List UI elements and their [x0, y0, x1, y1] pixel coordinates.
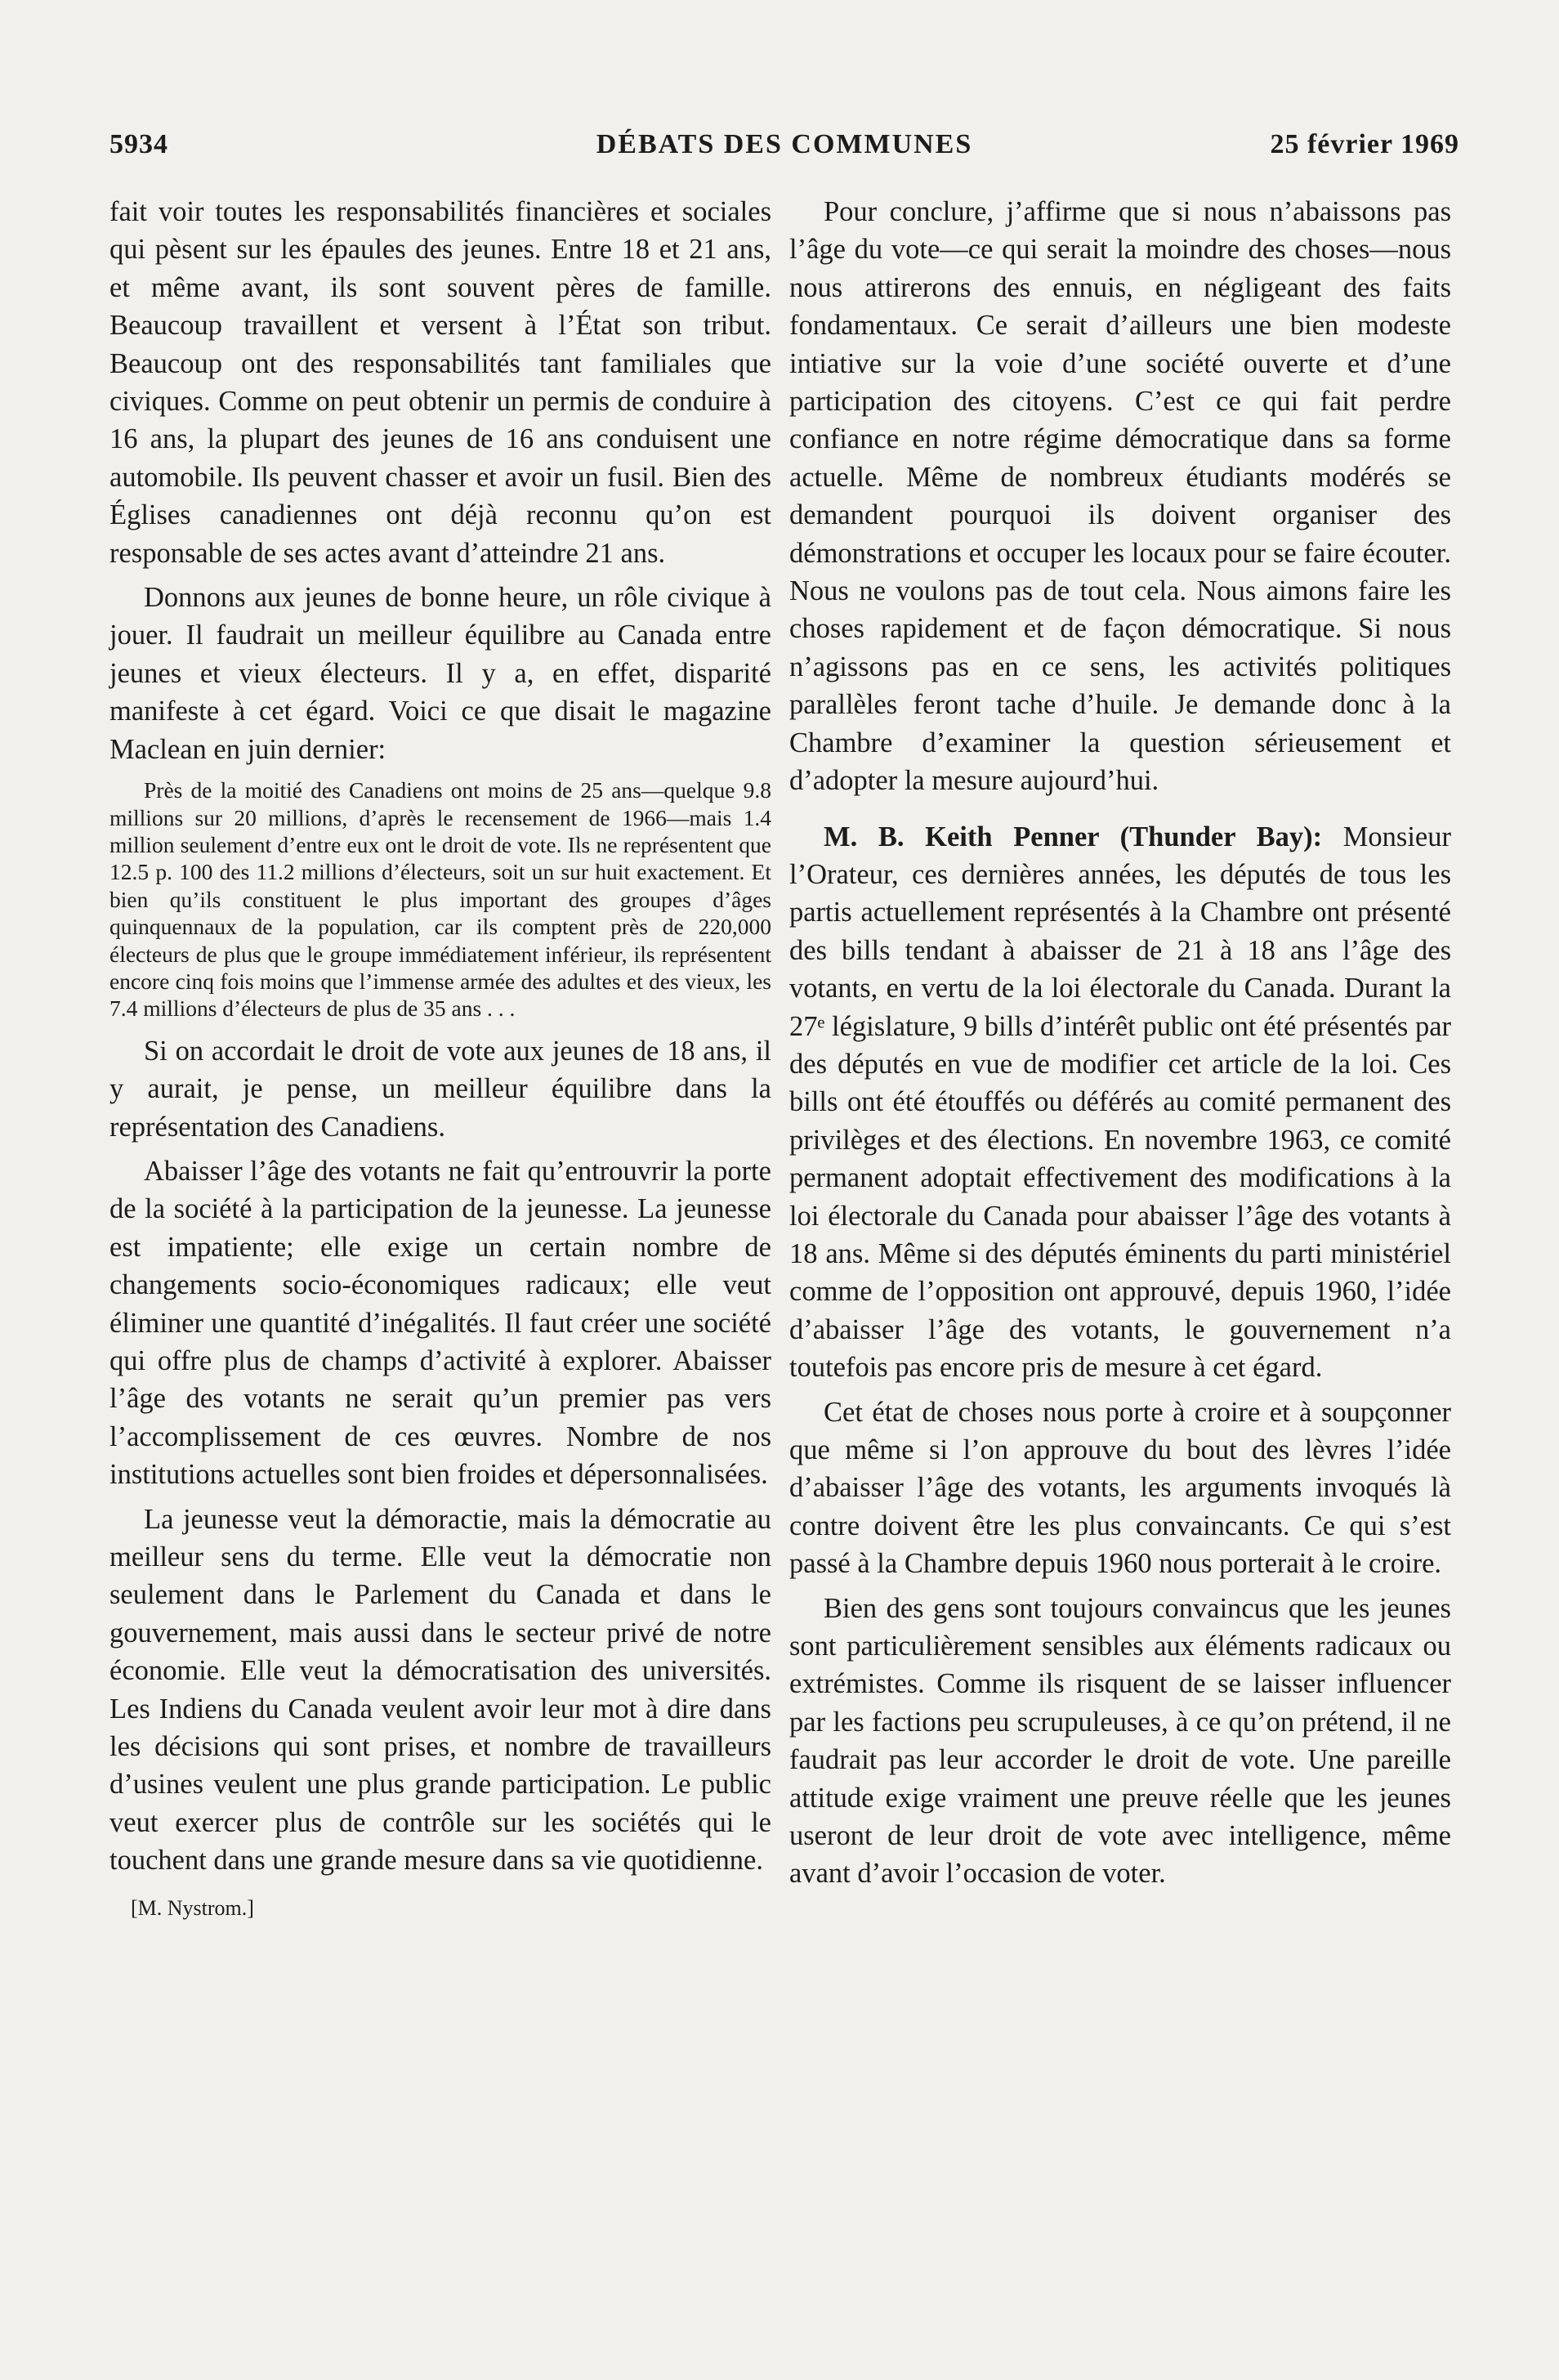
paragraph: Pour conclure, j’affirme que si nous n’abaissons pas l’âge du vote—ce qui serait la moindre des choses—nous nous attirerons des ennuis, en négligeant des faits fondamentaux. Ce serait d’ailleurs une bien modeste intiative sur la voie d’une société ouverte et d’une participation des citoyens. C’est ce qui fait perdre confiance en notre régime démocratique dans sa forme actuelle. Même de nombreux étudiants modérés se demandent pourquoi ils doivent organiser des démonstrations et occuper les locaux pour se faire écouter. Nous ne voulons pas de tout cela. Nous aimons faire les choses rapidement et de façon démocratique. Si nous n’agissons pas en ce sens, les activités politiques parallèles feront tache d’huile. Je demande donc à la Chambre d’examiner la question sérieusement et d’adopter la mesure aujourd’hui.	[789, 196, 1451, 797]
block-quote: Près de la moitié des Canadiens ont moins de 25 ans—quelque 9.8 millions sur 20 millions, d’après le recensement de 1966—mais 1.4 million seulement d’entre eux ont le droit de vote. Ils ne représentent que 12.5 p. 100 des 11.2 millions d’électeurs, soit un sur huit exactement. Et bien qu’ils constituent le plus important des groupes d’âges quinquennaux de la population, car ils comptent près de 220,000 électeurs de plus que le groupe immédiatement inférieur, ils représentent encore cinq fois moins que l’immense armée des adultes et des vieux, les 7.4 millions d’électeurs de plus de 35 ans . . .	[109, 777, 771, 1022]
paragraph: Cet état de choses nous porte à croire et à soupçonner que même si l’on approuve du bout des lèvres l’idée d’abaisser l’âge des votants, les arguments invoqués là contre doivent être les plus convaincants. Ce qui s’est passé à la Chambre depuis 1960 nous porterait à le croire.	[789, 1396, 1451, 1580]
paragraph: Donnons aux jeunes de bonne heure, un rôle civique à jouer. Il faudrait un meilleur équilibre au Canada entre jeunes et vieux électeurs. Il y a, en effet, disparité manifeste à cet égard. Voici ce que disait le magazine Maclean en juin dernier:	[109, 582, 771, 765]
speaker-attribution: [M. Nystrom.]	[131, 1895, 254, 1920]
speech-text: Monsieur l’Orateur, ces dernières années, les députés de tous les partis actuellement représentés à la Chambre ont présenté des bills tendant à abaisser de 21 à 18 ans l’âge des votants, en vertu de la loi électorale du Canada. Durant la 27ᵉ législature, 9 bills d’intérêt public ont été présentés par des députés en vue de modifier cet article de la loi. Ces bills ont été étouffés ou déférés au comité permanent des privilèges et des élections. En novembre 1963, ce comité permanent adoptait effectivement des modifications à la loi électorale du Canada pour abaisser l’âge des votants à 18 ans. Même si des députés éminents du parti ministériel comme de l’opposition ont approuvé, depuis 1960, l’idée d’abaisser l’âge des votants, le gouvernement n’a toutefois pas encore pris de mesure à cet égard.	[789, 821, 1451, 1384]
page-header	[109, 129, 1459, 170]
speaker-name: M. B. Keith Penner (Thunder Bay):	[824, 821, 1323, 852]
left-column	[109, 193, 771, 1922]
paragraph: fait voir toutes les responsabilités financières et sociales qui pèsent sur les épaules des jeunes. Entre 18 et 21 ans, et même avant, ils sont souvent pères de famille. Beaucoup travaillent et versent à l’État son tribut. Beaucoup ont des responsabilités tant familiales que civiques. Comme on peut obtenir un permis de conduire à 16 ans, la plupart des jeunes de 16 ans conduisent une automobile. Ils peuvent chasser et avoir un fusil. Bien des Églises canadiennes ont déjà reconnu qu’on est responsable de ses actes avant d’atteindre 21 ans.	[109, 196, 771, 569]
session-date: 25 février 1969	[1270, 129, 1459, 159]
paragraph: Abaisser l’âge des votants ne fait qu’entrouvrir la porte de la société à la participation de la jeunesse. La jeunesse est impatiente; elle exige un certain nombre de changements socio-économiques radicaux; elle veut éliminer une quantité d’inégalités. Il faut créer une société qui offre plus de champs d’activité à explorer. Abaisser l’âge des votants ne serait qu’un premier pas vers l’accomplissement de ces œuvres. Nombre de nos institutions actuelles sont bien froides et dépersonnalisées.	[109, 1155, 771, 1491]
paragraph: Bien des gens sont toujours convaincus que les jeunes sont particulièrement sensibles aux éléments radicaux ou extrémistes. Comme ils risquent de se laisser influencer par les factions peu scrupuleuses, à ce qu’on prétend, il ne faudrait pas leur accorder le droit de vote. Une pareille attitude exige vraiment une preuve réelle que les jeunes useront de leur droit de vote avec intelligence, même avant d’avoir l’occasion de voter.	[789, 1592, 1451, 1890]
publication-title: DÉBATS DES COMMUNES	[596, 129, 973, 159]
page-number: 5934	[109, 129, 168, 159]
paragraph: Si on accordait le droit de vote aux jeunes de 18 ans, il y aurait, je pense, un meilleur équilibre dans la représentation des Canadiens.	[109, 1035, 771, 1143]
section-gap	[789, 800, 1451, 818]
right-column	[789, 193, 1451, 1893]
paragraph: La jeunesse veut la démoractie, mais la démocratie au meilleur sens du terme. Elle veut la démocratie non seulement dans le Parlement du Canada et dans le gouvernement, mais aussi dans le secteur privé de notre économie. Elle veut la démocratisation des universités. Les Indiens du Canada veulent avoir leur mot à dire dans les décisions qui sont prises, et nombre de travailleurs d’usines veulent une plus grande participation. Le public veut exercer plus de contrôle sur les sociétés qui le touchent dans une grande mesure dans sa vie quotidienne.	[109, 1503, 771, 1877]
speech-paragraph	[789, 818, 1451, 1387]
